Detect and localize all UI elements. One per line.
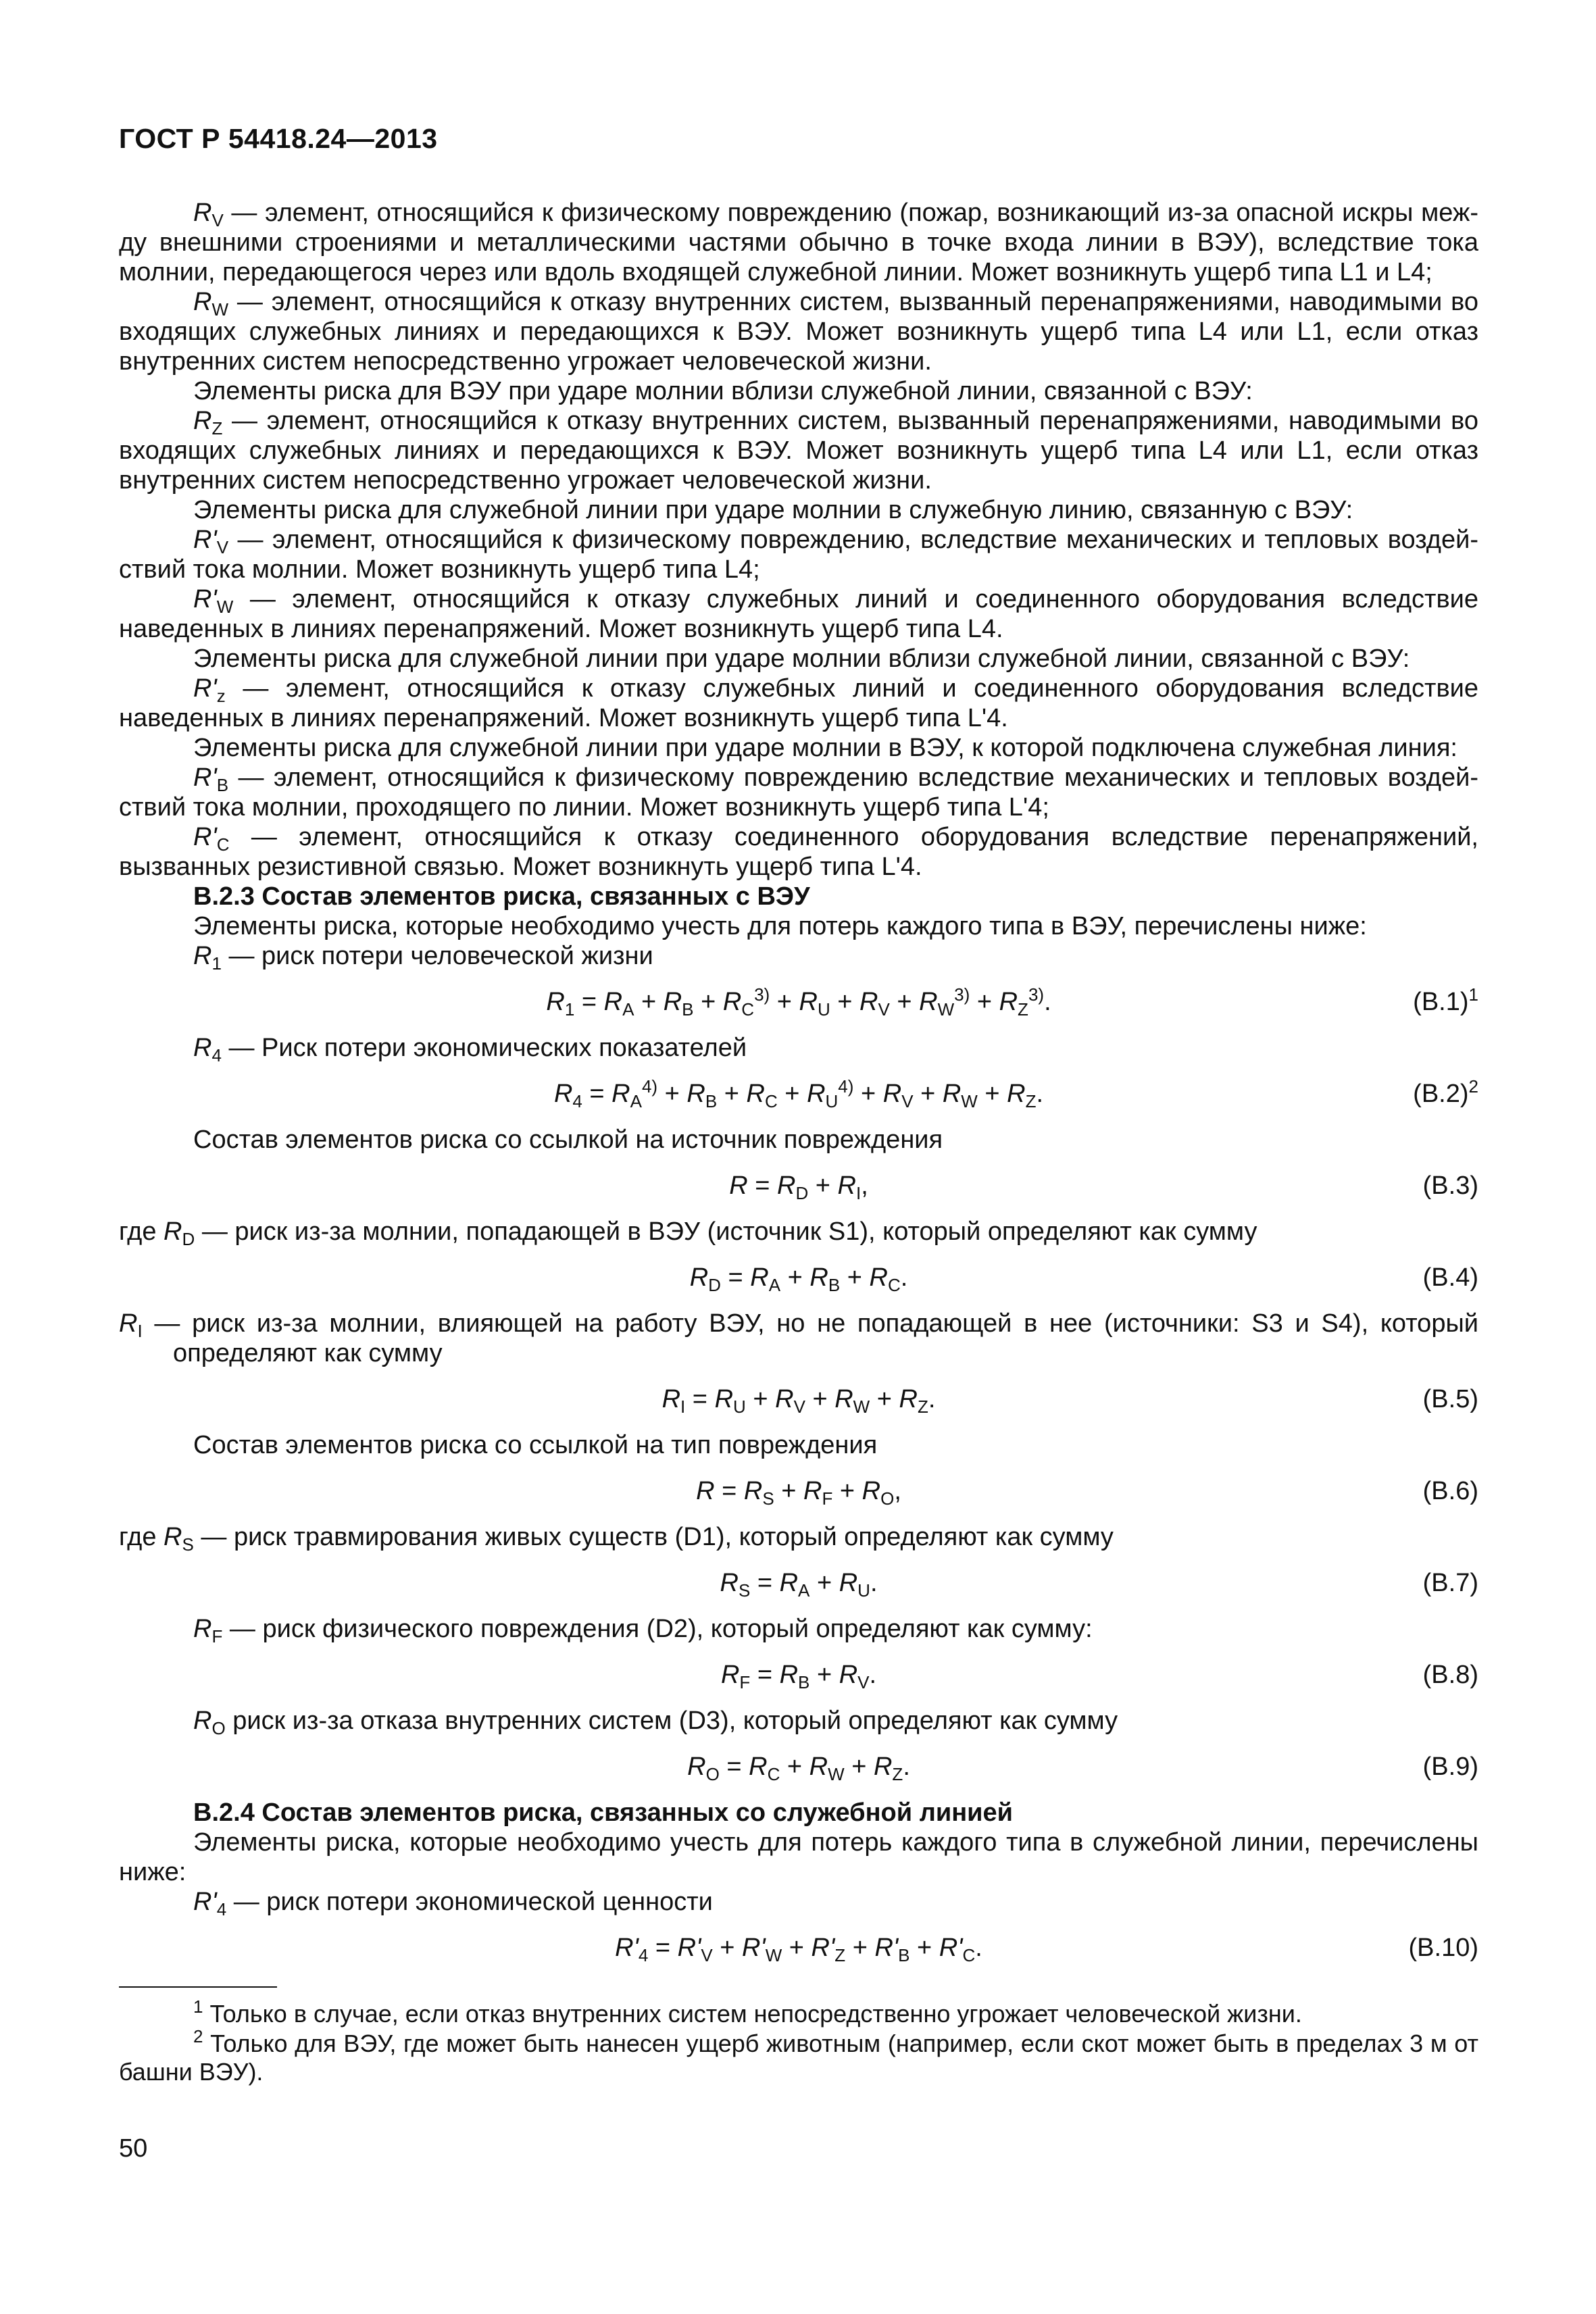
equation-b7 xyxy=(119,1568,1478,1601)
formula: $R = R_S + R_F + R_O$, xyxy=(696,1477,901,1509)
paragraph-rpc: $R'_C$ — элемент, относящийся к отказу соединенного оборудования вследствие перенапряжений, вызванных резистивной связью. Может возникнуть ущерб типа L'4. xyxy=(119,823,1478,881)
paragraph-rpw: $R'_W$ — элемент, относящийся к отказу служебных линий и соединенного оборудования вследствие наведенных в линиях перенапряжений. Может возникнуть ущерб типа L4. xyxy=(119,585,1478,643)
paragraph-rs: где $R_S$ — риск травмирования живых существ (D1), который определяют как сумму xyxy=(119,1523,1114,1555)
formula: $R_O = R_C + R_W + R_Z$. xyxy=(687,1753,910,1784)
equation-number: (В.10) xyxy=(1408,1934,1478,1962)
formula: $R_1 = R_A + R_B + R_C^{3)} + R_U + R_V + R_W^{3)} + R_Z^{3)}$. xyxy=(546,984,1051,1020)
equation-b1 xyxy=(119,984,1478,1020)
paragraph-ro: $R_O$ риск из-за отказа внутренних систем (D3), который определяют как сумму xyxy=(193,1707,1118,1738)
paragraph-rpz: $R'_z$ — элемент, относящийся к отказу служебных линий и соединенного оборудования вследствие наведенных в линиях перенапряжений. Может возникнуть ущерб типа L'4. xyxy=(119,674,1478,732)
paragraph-r1: $R_1$ — риск потери человеческой жизни xyxy=(193,942,653,974)
equation-number: (В.4) xyxy=(1422,1263,1478,1292)
equation-b10 xyxy=(119,1933,1478,1963)
paragraph-rpb: $R'_B$ — элемент, относящийся к физическому повреждению вследствие механических и тепловых воздействий тока молнии, проходящего по линии. Может возникнуть ущерб типа L'4; xyxy=(119,763,1478,822)
equation-b2 xyxy=(119,1076,1478,1111)
footnote-2: $^2$ Только для ВЭУ, где может быть нанесен ущерб животным (например, если скот может быть в пределах 3 м от башни ВЭУ). xyxy=(119,2026,1478,2086)
paragraph-rpv: $R'_V$ — элемент, относящийся к физическому повреждению, вследствие механических и тепловых воздействий тока молнии. Может возникнуть ущерб типа L4; xyxy=(119,526,1478,584)
section-heading-b23: В.2.3 Состав элементов риска, связанных с ВЭУ xyxy=(193,882,810,911)
formula: $R_S = R_A + R_U$. xyxy=(720,1569,878,1601)
equation-number: (В.9) xyxy=(1422,1753,1478,1781)
formula: $R_D = R_A + R_B + R_C$. xyxy=(689,1263,908,1295)
formula: $R_I = R_U + R_V + R_W + R_Z$. xyxy=(662,1385,936,1417)
equation-number: $(В.1)^1$ xyxy=(1413,984,1478,1016)
paragraph-wtg-strike-intro: Элементы риска для служебной линии при ударе молнии в ВЭУ, к которой подключена служебная линия: xyxy=(193,734,1457,762)
paragraph-b24-intro: Элементы риска, которые необходимо учесть для потерь каждого типа в служебной линии, перечислены ниже: xyxy=(119,1828,1478,1886)
equation-number: $(В.2)^2$ xyxy=(1413,1076,1478,1108)
paragraph-rp4: $R'_4$ — риск потери экономической ценности xyxy=(193,1888,713,1919)
paragraph-line-near-intro: Элементы риска для служебной линии при ударе молнии вблизи служебной линии, связанной с ВЭУ: xyxy=(193,645,1410,673)
equation-b6 xyxy=(119,1476,1478,1509)
section-heading-b24: В.2.4 Состав элементов риска, связанных со служебной линией xyxy=(193,1799,1013,1827)
footnote-separator xyxy=(119,1986,277,1988)
equation-b8 xyxy=(119,1660,1478,1690)
equation-number: (В.5) xyxy=(1422,1385,1478,1413)
paragraph-b23-intro: Элементы риска, которые необходимо учесть для потерь каждого типа в ВЭУ, перечислены ниже: xyxy=(193,912,1367,940)
equation-number: (В.7) xyxy=(1422,1569,1478,1597)
formula: $R'_4 = R'_V + R'_W + R'_Z + R'_B + R'_C$. xyxy=(615,1934,982,1965)
equation-b9 xyxy=(119,1752,1478,1782)
paragraph-rv: $R_V$ — элемент, относящийся к физическому повреждению (пожар, возникающий из-за опасной искры между внешними строениями и металлическими частями обычно в точке входа линии в ВЭУ), вследствие тока молнии, передающегося через или вдоль входящей служебной линии. Может возникнуть ущерб типа L1 и L4; xyxy=(119,199,1478,286)
formula: $R_4 = R_A^{4)} + R_B + R_C + R_U^{4)} + R_V + R_W + R_Z$. xyxy=(553,1076,1044,1111)
paragraph-near-line-intro: Элементы риска для ВЭУ при ударе молнии вблизи служебной линии, связанной с ВЭУ: xyxy=(193,377,1253,405)
paragraph-rd: где $R_D$ — риск из-за молнии, попадающей в ВЭУ (источник S1), который определяют как сумму xyxy=(119,1217,1257,1249)
paragraph-type-intro: Состав элементов риска со ссылкой на тип повреждения xyxy=(193,1431,878,1459)
page-number: 50 xyxy=(119,2134,148,2163)
equation-number: (В.3) xyxy=(1422,1172,1478,1200)
formula: $R = R_D + R_I$, xyxy=(729,1172,868,1203)
paragraph-source-intro: Состав элементов риска со ссылкой на источник повреждения xyxy=(193,1126,943,1154)
paragraph-rw: $R_W$ — элемент, относящийся к отказу внутренних систем, вызванный перенапряжениями, наводимыми во входящих служебных линиях и передающихся к ВЭУ. Может возникнуть ущерб типа L4 или L1, если отказ внутренних систем непосредственно угрожает человеческой жизни. xyxy=(119,288,1478,376)
paragraph-rz: $R_Z$ — элемент, относящийся к отказу внутренних систем, вызванный перенапряжениями, наводимыми во входящих служебных линиях и передающихся к ВЭУ. Может возникнуть ущерб типа L4 или L1, если отказ внутренних систем непосредственно угрожает человеческой жизни. xyxy=(119,407,1478,495)
page-content xyxy=(119,198,1478,1979)
paragraph-ri: $R_I$ — риск из-за молнии, влияющей на работу ВЭУ, но не попадающей в нее (источники: S3 и S4), который определяют как сумму xyxy=(119,1309,1478,1367)
paragraph-rf: $R_F$ — риск физического повреждения (D2), который определяют как сумму: xyxy=(193,1615,1093,1646)
equation-number: (В.8) xyxy=(1422,1661,1478,1689)
equation-b5 xyxy=(119,1384,1478,1417)
paragraph-r4: $R_4$ — Риск потери экономических показателей xyxy=(193,1034,747,1065)
page-header-standard-number: ГОСТ Р 54418.24—2013 xyxy=(119,123,438,154)
equation-b4 xyxy=(119,1263,1478,1295)
equation-b3 xyxy=(119,1171,1478,1201)
footnote-1: $^1$ Только в случае, если отказ внутренних систем непосредственно угрожает человеческой жизни. xyxy=(193,1996,1302,2028)
equation-number: (В.6) xyxy=(1422,1477,1478,1505)
paragraph-line-strike-intro: Элементы риска для служебной линии при ударе молнии в служебную линию, связанную с ВЭУ: xyxy=(193,496,1353,524)
formula: $R_F = R_B + R_V$. xyxy=(720,1661,877,1692)
